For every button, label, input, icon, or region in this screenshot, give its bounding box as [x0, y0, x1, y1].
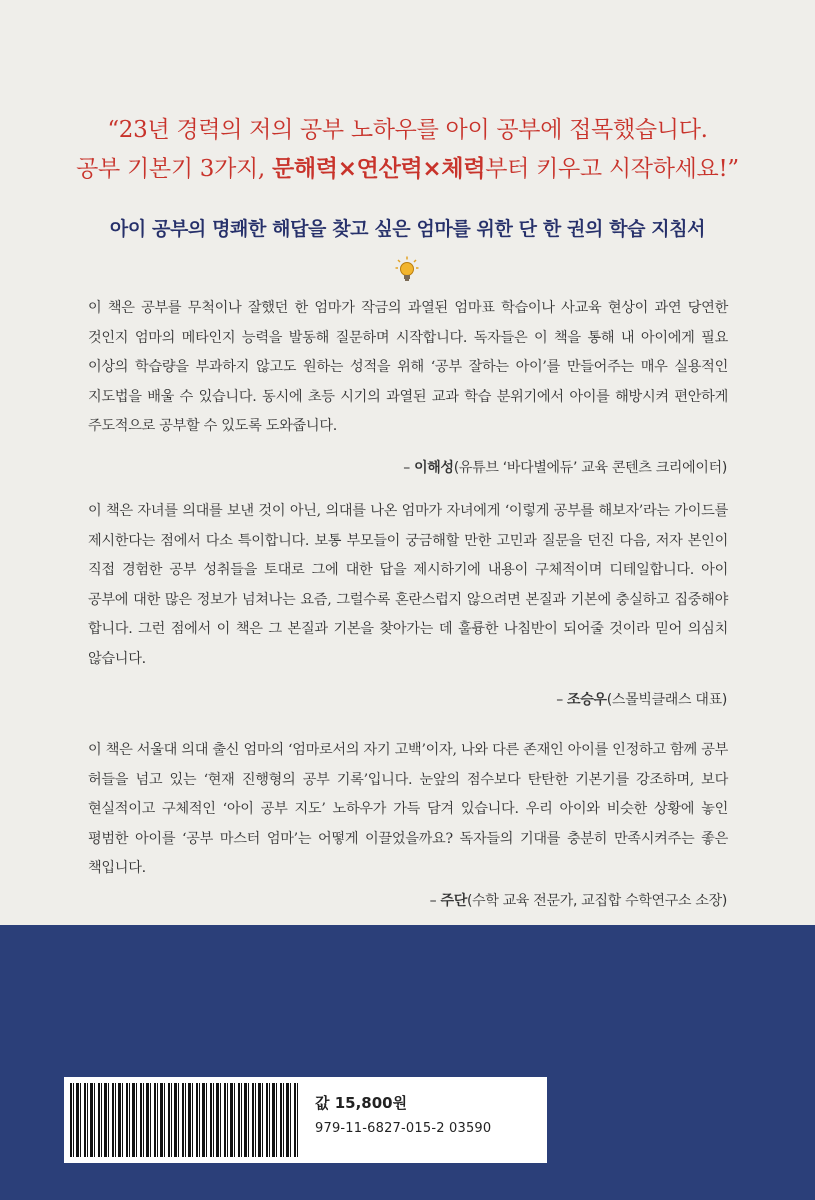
review-1-attribution	[403, 457, 727, 477]
barcode-box	[64, 1077, 547, 1163]
subtitle: 아이 공부의 명쾌한 해답을 찾고 싶은 엄마를 위한 단 한 권의 학습 지침서	[109, 218, 706, 240]
quote-line-2-post: 부터 키우고 시작하세요!”	[485, 156, 739, 182]
lightbulb-icon	[395, 256, 419, 284]
review-2-attribution	[556, 689, 727, 709]
review-1-dash: –	[403, 460, 415, 476]
review-3-role: (수학 교육 전문가, 교집합 수학연구소 소장)	[466, 893, 727, 909]
isbn-number: 979-11-6827-015-2 03590	[315, 1121, 492, 1136]
review-2-author: 조승우	[567, 692, 607, 708]
review-1-text: 이 책은 공부를 무척이나 잘했던 한 엄마가 작금의 과열된 엄마표 학습이나 사교육 현상이 과연 당연한 것인지 엄마의 메타인지 능력을 발동해 질문하며 시작합니다. 독자들은 이 책을 통해 내 아이에게 필요 이상의 학습량을 부과하지 않고도 원하는 성적을 위해 ‘공부 잘하는 아이’를 만들어주는 매우 실용적인 지도법을 배울 수 있습니다. 동시에 초등 시기의 과열된 교과 학습 분위기에서 아이를 해방시켜 편안하게 주도적으로 공부할 수 있도록 도와줍니다.	[88, 300, 728, 434]
review-2-role: (스몰빅클래스 대표)	[606, 692, 727, 708]
review-3-text: 이 책은 서울대 의대 출신 엄마의 ‘엄마로서의 자기 고백’이자, 나와 다른 존재인 아이를 인정하고 함께 공부 허들을 넘고 있는 ‘현재 진행형의 공부 기록’입니다. 눈앞의 점수보다 탄탄한 기본기를 강조하며, 보다 현실적이고 구체적인 ‘아이 공부 지도’ 노하우가 가득 담겨 있습니다. 우리 아이와 비슷한 상황에 놓인 평범한 아이를 ‘공부 마스터 엄마’는 어떻게 이끌었을까요? 독자들의 기대를 충분히 만족시켜주는 좋은 책입니다.	[88, 742, 728, 876]
quote-highlight: 문해력×연산력×체력	[271, 156, 486, 182]
review-3-dash: –	[429, 893, 441, 909]
price-label: 값 15,800원	[315, 1094, 408, 1112]
quote-line-2	[20, 150, 795, 183]
review-1-author: 이해성	[414, 460, 454, 476]
review-2-dash: –	[556, 692, 568, 708]
review-3-author: 주단	[440, 893, 467, 909]
quote-line-1: “23년 경력의 저의 공부 노하우를 아이 공부에 접목했습니다.	[107, 117, 708, 143]
review-3-attribution	[430, 890, 727, 910]
barcode	[70, 1083, 300, 1157]
review-1-role: (유튜브 ‘바다별에듀’ 교육 콘텐츠 크리에이터)	[453, 460, 727, 476]
review-2-text: 이 책은 자녀를 의대를 보낸 것이 아닌, 의대를 나온 엄마가 자녀에게 ‘이렇게 공부를 해보자’라는 가이드를 제시한다는 점에서 다소 특이합니다. 보통 부모들이 궁금해할 만한 고민과 질문을 던진 다음, 저자 본인이 직접 경험한 공부 성취들을 토대로 그에 대한 답을 제시하기에 내용이 구체적이며 디테일합니다. 아이 공부에 대한 많은 정보가 넘쳐나는 요즘, 그럴수록 혼란스럽지 않으려면 본질과 기본에 충실하고 집중해야 합니다. 그런 점에서 이 책은 그 본질과 기본을 찾아가는 데 훌륭한 나침반이 되어줄 것이라 믿어 의심치 않습니다.	[88, 503, 728, 667]
quote-line-2-pre: 공부 기본기 3가지,	[76, 156, 272, 182]
